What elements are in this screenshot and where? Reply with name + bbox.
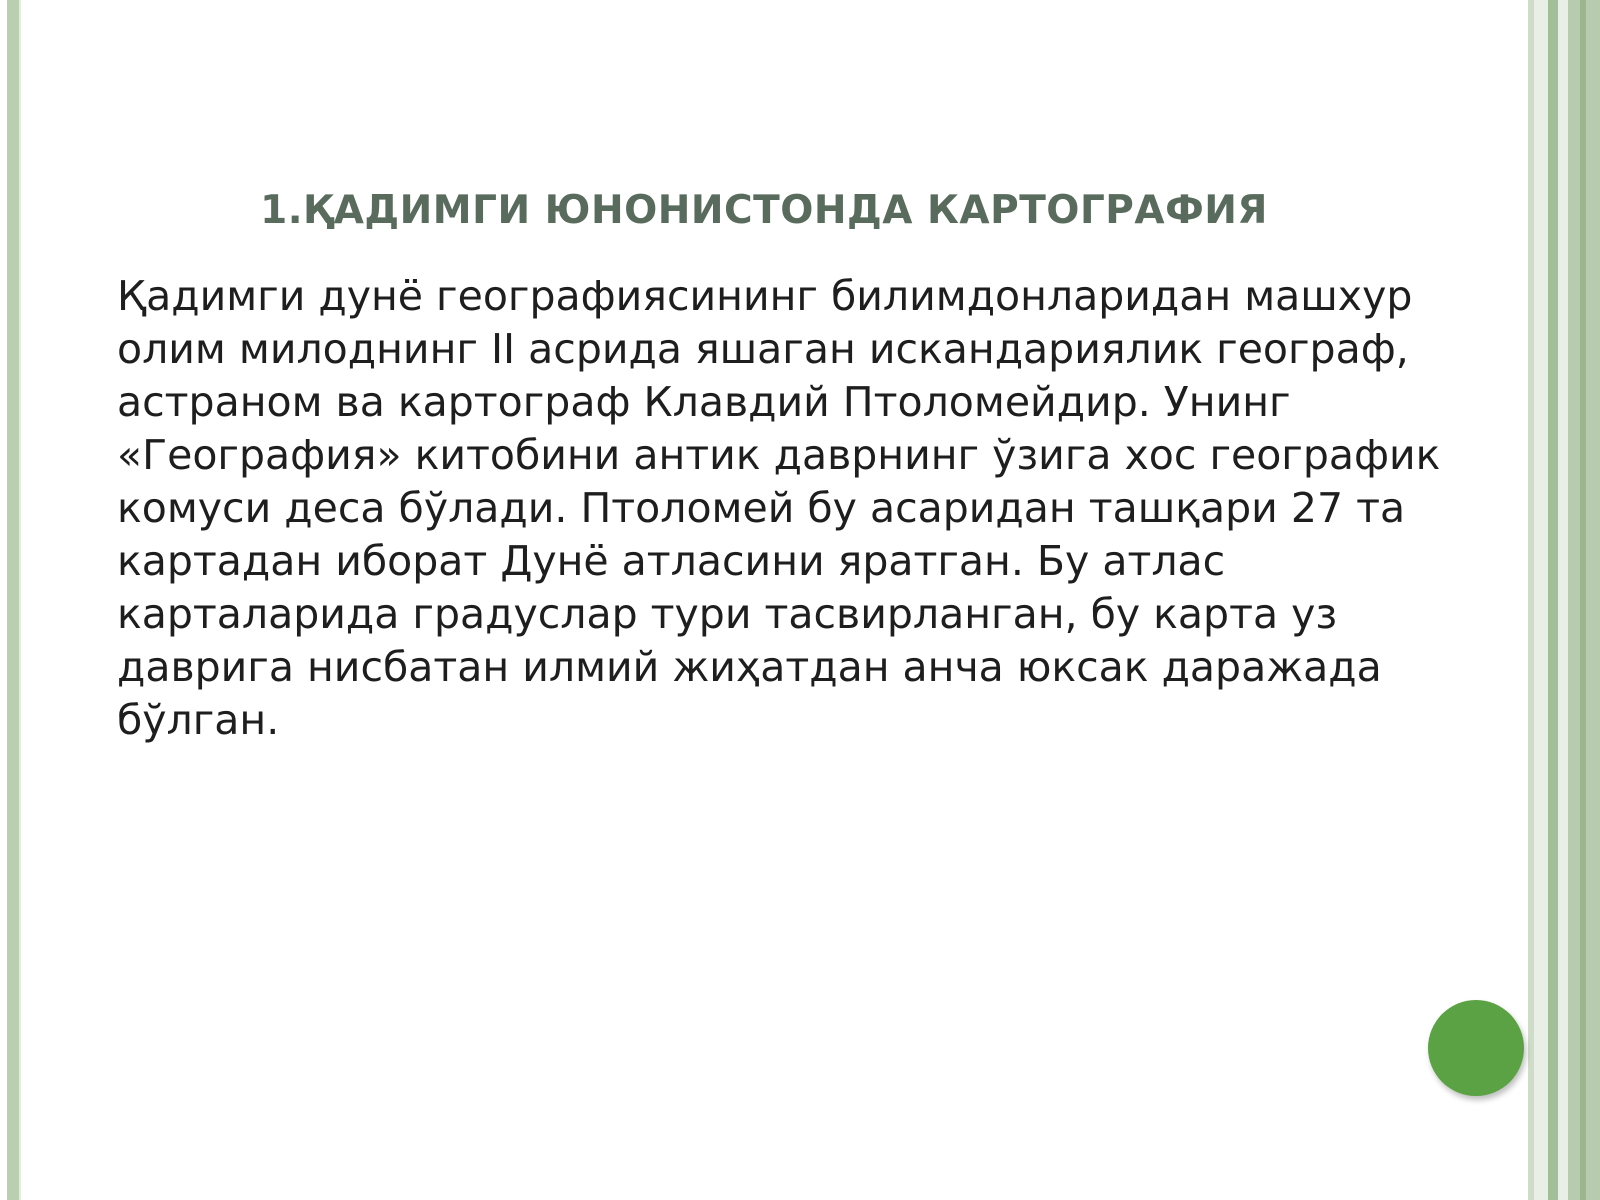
right-border-stripe-dark xyxy=(1580,0,1586,1200)
body-line: картадан иборат Дунё атласини яратган. Бу атлас xyxy=(117,537,1226,585)
green-circle-icon xyxy=(1428,1000,1524,1096)
body-line: карталарида градуслар тури тасвирланган, бу карта уз xyxy=(117,590,1338,638)
body-line: олим милоднинг II асрида яшаган искандариялик географ, xyxy=(117,325,1409,373)
right-border-stripe-mid xyxy=(1548,0,1558,1200)
body-line: Қадимги дунё географиясининг билимдонларидан машхур xyxy=(117,272,1413,320)
body-line: бўлган. xyxy=(117,696,280,744)
left-border-stripe xyxy=(7,0,19,1200)
body-line: астраном ва картограф Клавдий Птоломейдир. Унинг xyxy=(117,378,1291,426)
body-line: даврига нисбатан илмий жиҳатдан анча юксак даражада xyxy=(117,643,1382,691)
body-line: комуси деса бўлади. Птоломей бу асаридан ташқари 27 та xyxy=(117,484,1406,532)
left-border-highlight xyxy=(19,0,21,1200)
slide-body-text xyxy=(117,270,1441,747)
slide-title: 1.ҚАДИМГИ ЮНОНИСТОНДА КАРТОГРАФИЯ xyxy=(260,188,1268,233)
right-border-stripe-light xyxy=(1528,0,1534,1200)
body-line: «География» китобини антик даврнинг ўзига хос географик xyxy=(117,431,1441,479)
